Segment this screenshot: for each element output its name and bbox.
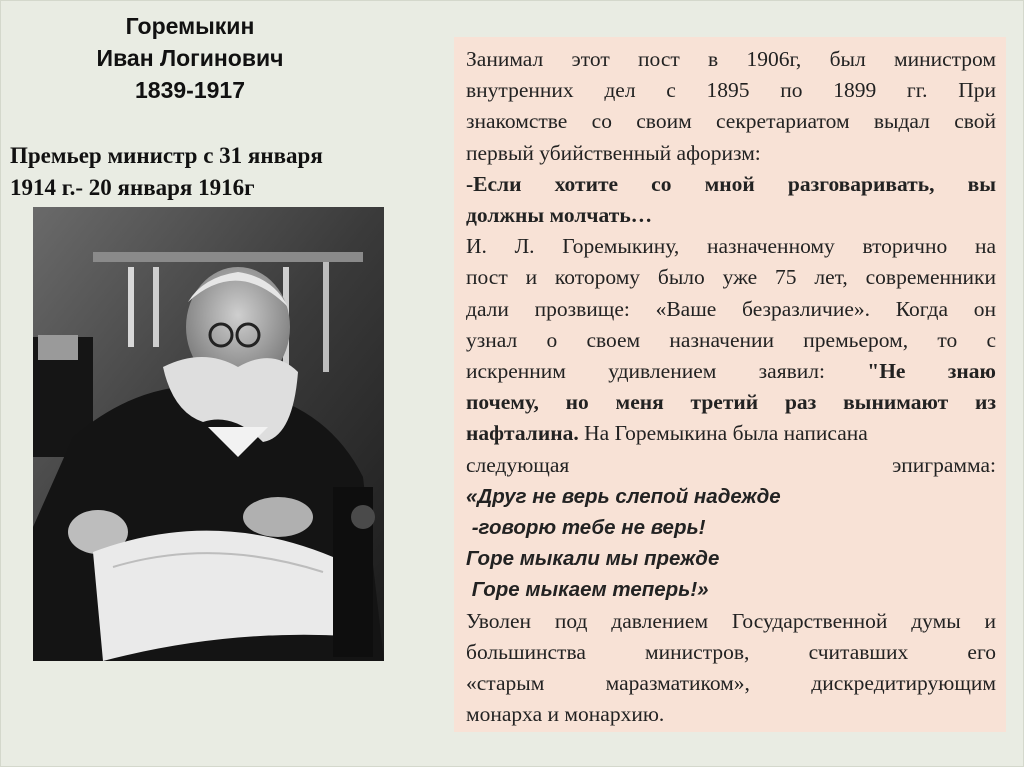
text-line: следующая эпиграмма: [466, 452, 996, 477]
text-line-with-quote-end [466, 418, 996, 449]
biography-text-box [454, 37, 1006, 732]
portrait-photo [33, 207, 384, 661]
premier-term-line: Премьер министр с 31 января [10, 143, 323, 168]
title-name: Иван Логинович [96, 45, 284, 71]
quote-line: -Если хотите со мной разговаривать, вы [466, 171, 996, 196]
premier-term-line: 1914 г.- 20 января 1916г [10, 175, 255, 200]
epigram-line: «Друг не верь слепой надежде [466, 484, 781, 508]
premier-term [10, 140, 430, 204]
text-line: Уволен под давлением Государственной думы и [466, 608, 996, 633]
epigram-line: -говорю тебе не верь! [466, 516, 706, 540]
title-years: 1839-1917 [135, 77, 245, 103]
epigram-line: Горе мыкаем теперь!» [466, 578, 709, 602]
text-fragment: искренним удивлением заявил: [466, 359, 825, 384]
bold-quote-end: нафталина. [466, 421, 579, 446]
text-line: «старым маразматиком», дискредитирующим [466, 671, 996, 696]
text-line: большинства министров, считавших его [466, 639, 996, 664]
portrait-illustration [33, 207, 384, 661]
epigram-line: Горе мыкали мы прежде [466, 547, 720, 571]
text-line: пост и которому было уже 75 лет, современники [466, 265, 996, 290]
text-line: монарха и монархию. [466, 702, 665, 727]
text-line-with-quote [466, 356, 996, 387]
title-surname: Горемыкин [125, 13, 255, 39]
text-line: дали прозвище: «Ваше безразличие». Когда он [466, 296, 996, 321]
page-title [50, 10, 330, 106]
text-line: Занимал этот пост в 1906г, был министром [466, 47, 996, 71]
text-line: И. Л. Горемыкину, назначенному вторично на [466, 234, 996, 259]
text-fragment: На Горемыкина была написана [578, 421, 868, 446]
text-line: внутренних дел с 1895 по 1899 гг. При [466, 78, 996, 103]
text-line: первый убийственный афоризм: [466, 140, 761, 165]
bold-quote-line: почему, но меня третий раз вынимают из [466, 390, 996, 415]
bold-quote-start: "Не знаю [867, 359, 996, 384]
text-line: знакомстве со своим секретариатом выдал свой [466, 109, 996, 134]
text-line: узнал о своем назначении премьером, то с [466, 327, 996, 352]
quote-line: должны молчать… [466, 203, 653, 228]
